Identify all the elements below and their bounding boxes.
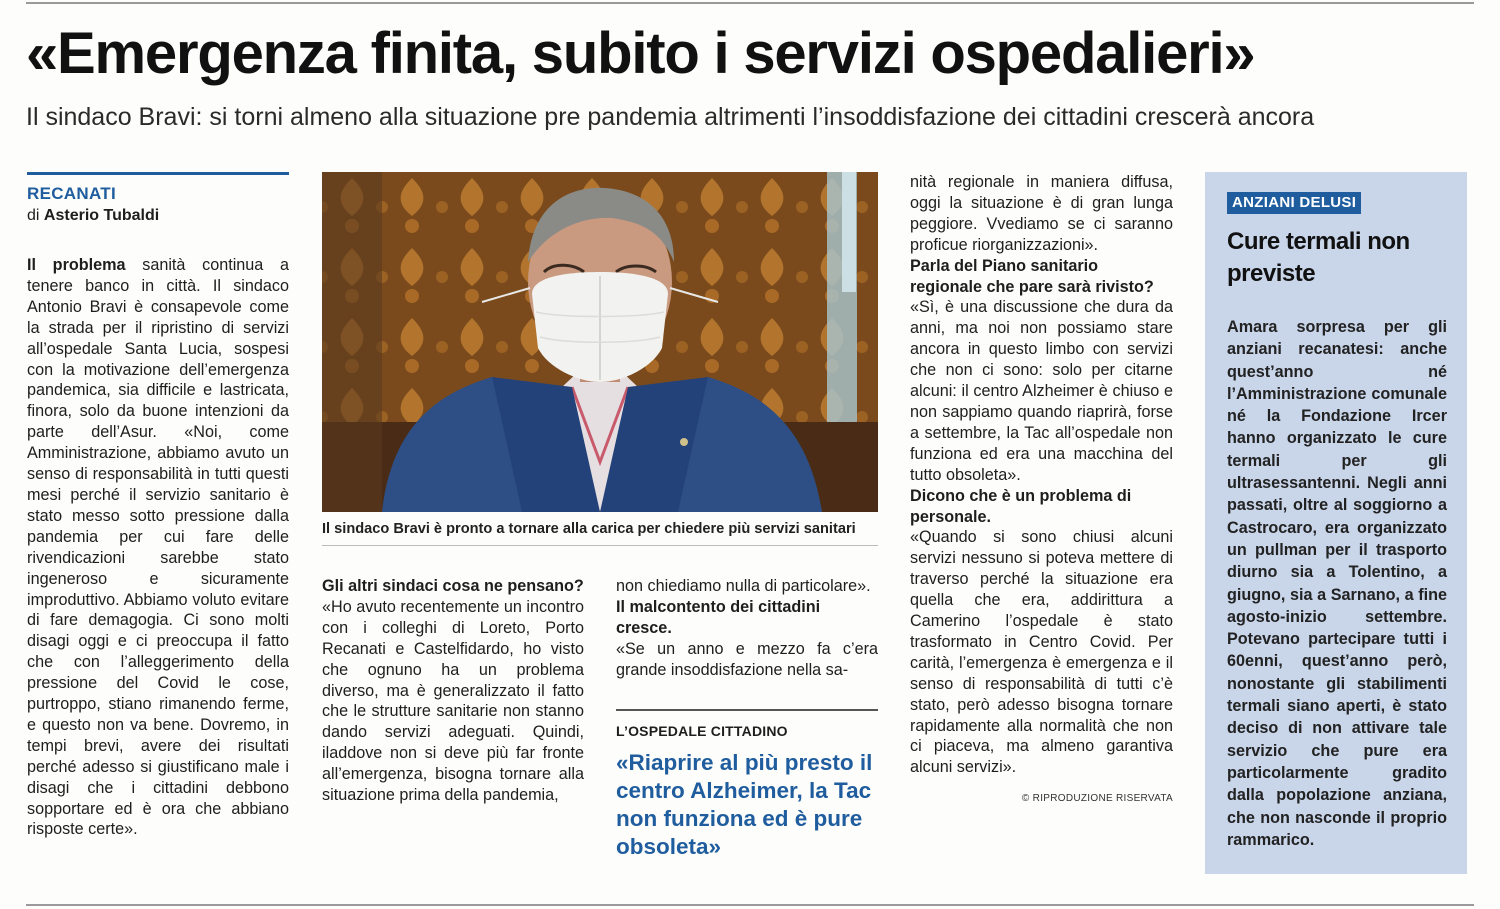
caption-rule (322, 545, 878, 546)
mayor-photo-illustration (322, 172, 878, 512)
author-name: Asterio Tubaldi (43, 207, 160, 224)
column-1 (27, 172, 289, 840)
callout-kicker: L’OSPEDALE CITTADINO (616, 722, 788, 739)
answer-2-continued: nità regionale in maniera diffusa, oggi la situazione è di gran lunga peggiore. Vvediamo se ci saranno proficue riorganizzazioni». (910, 173, 1173, 254)
bottom-rule (26, 904, 1474, 906)
article-lead-paragraph (27, 255, 289, 840)
lead-text: sanità continua a tenere banco in città. Il sindaco Antonio Bravi è consapevole come la strada per il ripristino di servizi all’ospedale Santa Lucia, sospesi con la motivazione dell’emergenza pandemica, sia difficile e lastricata, finora, solo da buone intenzioni da parte dell’Asur. «Noi, come Amministrazione, abbiamo avuto un senso di responsabilità in tutti questi mesi perché il servizio sanitario è stato messo sotto pressione dalla pandemia per cui fare delle rivendicazioni sarebbe stato ingeneroso e sicuramente improduttivo. Abbiamo voluto evitare di fare demagogia. Ci sono molti disagi oggi e ci preoccupa il fatto che con l’alleggerimento della pressione del Covid le cose, purtroppo, stiano rimanendo ferme, e questo non va bene. Dovremo, in tempi brevi, avere dei risultati perché adesso si giustificano male i disagi che i cittadini debbono sopportare ed è ora che abbiano risposte certe». (27, 256, 289, 839)
answer-1: «Ho avuto recentemente un incontro con i colleghi di Loreto, Porto Recanati e Castelfidardo, ho visto che ognuno ha un problema diverso, ma è generalizzato il fatto che le strutture sanitarie non stanno dando servizi adeguati. Quindi, iladdove non si deve più far fronte all’emergenza, bisogna tornare alla situazione prima della pandemia, (322, 597, 584, 805)
sidebar-title: Cure termali non previste (1227, 228, 1410, 287)
section-bar (27, 172, 289, 175)
column-3 (616, 576, 878, 861)
sidebar-tag: ANZIANI DELUSI (1227, 192, 1361, 214)
copyright-notice: © RIPRODUZIONE RISERVATA (1021, 793, 1173, 805)
sidebar-content (1227, 192, 1447, 851)
sidebar-box (1205, 172, 1467, 874)
sidebar-text (1227, 316, 1447, 851)
photo-caption: Il sindaco Bravi è pronto a tornare alla carica per chiedere più servizi sanitari (322, 521, 856, 537)
question-1: Gli altri sindaci cosa ne pensano? (322, 577, 584, 595)
pull-quote: «Riaprire al più presto il centro Alzheimer, la Tac non funziona ed è pure obsoleta» (616, 749, 873, 859)
column-4 (910, 172, 1173, 806)
question-4: Dicono che è un problema di personale. (910, 486, 1132, 526)
answer-4: «Quando si sono chiusi alcuni servizi nessuno si poteva mettere di traverso perché la situazione era quella che era, addirittura a Camerino l’ospedale è stato trasformato in Centro Covid. Per carità, l’emergenza è emergenza e il senso di responsabilità di tutti c’è stato, però adesso bisogna tornare rapidamente alla normalità che non ci piaceva, ma almeno garantiva alcuni servizi». (910, 528, 1173, 777)
question-2: Il malcontento dei cittadini cresce. (616, 597, 821, 637)
lead-bold: Il problema (27, 256, 126, 274)
byline-prefix: di (27, 207, 40, 224)
answer-1-continued: non chiediamo nulla di particolare». (616, 577, 871, 595)
sidebar-body: sorpresa per gli anziani recanatesi: anche quest’anno né l’Amministrazione comunale né la Fondazione Ircer hanno organizzato le cure termali per gli ultrasessantenni. Negli anni passati, oltre al soggiorno a Castrocaro, era organizzato un pullman per il trasporto diurno sia a Tolentino, a giugno, sia a Sarnano, a fine agosto-inizio settembre. Potevano partecipare tutti i 60enni, quest’anno però, nonostante gli stabilimenti termali siano aperti, è stato deciso di non attivare tale servizio che pure era particolarmente gradito dalla popolazione anziana, che non nasconde il proprio rammarico. (1227, 318, 1447, 849)
question-3: Parla del Piano sanitario regionale che pare sarà rivisto? (910, 256, 1154, 296)
answer-2-start: «Se un anno e mezzo fa c’era grande insoddisfazione nella sa- (616, 639, 878, 679)
section-label: RECANATI (27, 184, 116, 203)
callout-rule (616, 709, 878, 711)
answer-3: «Sì, è una discussione che dura da anni, ma noi non possiamo stare ancora in questo limbo con servizi che non ci sono: solo per citarne alcuni: il centro Alzheimer è chiuso e non sappiamo quando riaprirà, forse a settembre, la Tac all’ospedale non funziona ed era una macchina del tutto obsoleta». (910, 298, 1173, 484)
subheadline: Il sindaco Bravi: si torni almeno alla situazione pre pandemia altrimenti l’insoddisfazione dei cittadini crescerà ancora (26, 103, 1315, 131)
sidebar-lead: Amara (1227, 318, 1278, 336)
headline: «Emergenza finita, subito i servizi ospedalieri» (26, 21, 1255, 86)
top-rule (26, 2, 1474, 4)
mayor-photo (322, 172, 878, 512)
column-2 (322, 576, 584, 806)
byline (27, 205, 289, 227)
